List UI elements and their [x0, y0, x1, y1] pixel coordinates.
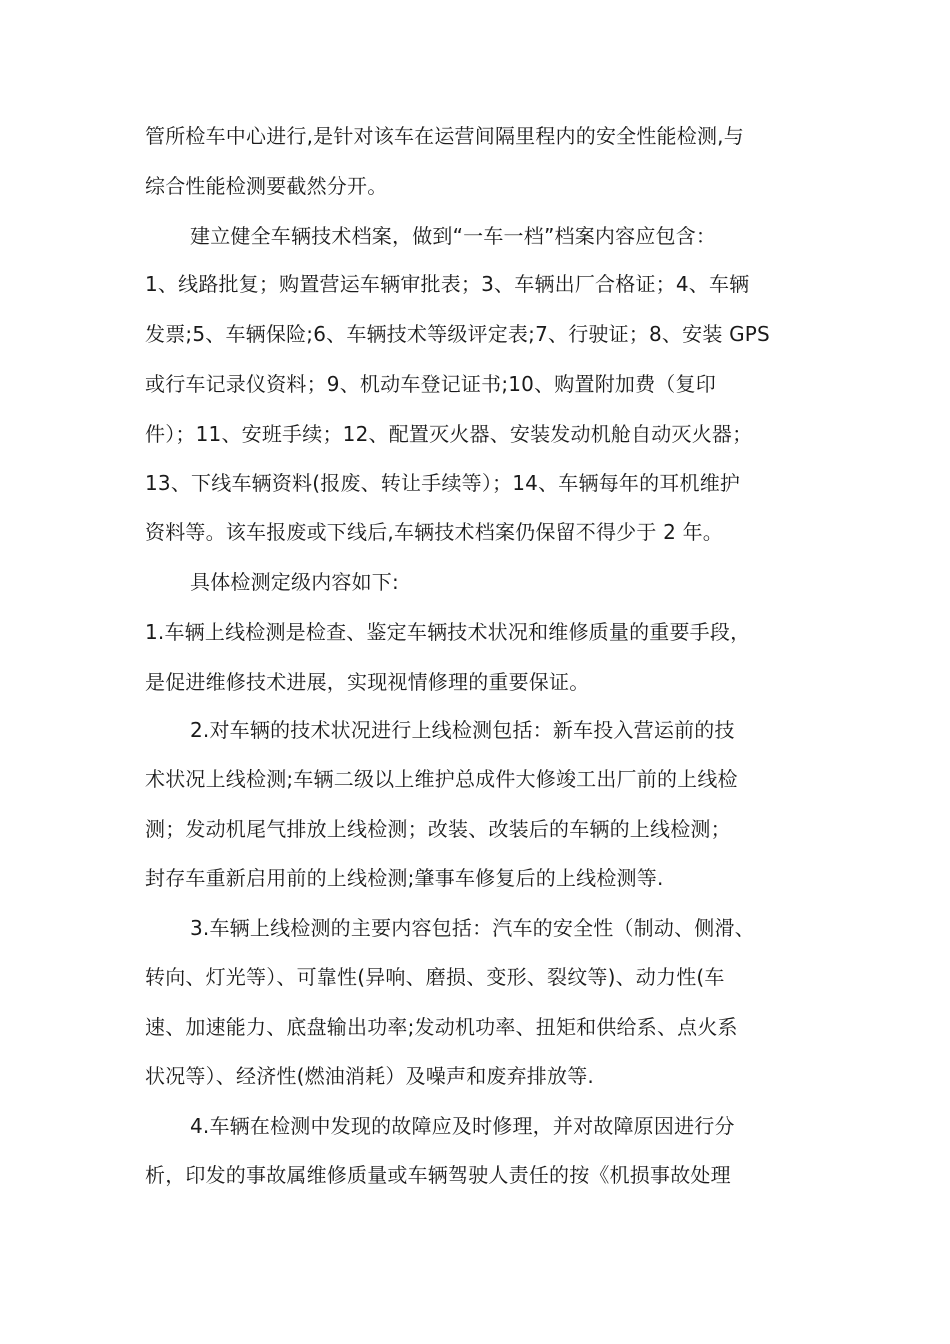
text-line: 封存车重新启用前的上线检测;肇事车修复后的上线检测等.	[145, 866, 664, 890]
text-line: 状况等）、经济性(燃油消耗）及噪声和废弃排放等.	[145, 1064, 594, 1088]
text-line: 速、加速能力、底盘输出功率;发动机功率、扭矩和供给系、点火系	[145, 1015, 738, 1039]
text-line: 件）；11、安班手续；12、配置灭火器、安装发动机舱自动灭火器；	[145, 422, 753, 446]
text-line: 发票;5、车辆保险;6、车辆技术等级评定表;7、行驶证；8、安装 GPS	[145, 322, 770, 346]
text-line: 管所检车中心进行,是针对该车在运营间隔里程内的安全性能检测,与	[145, 124, 744, 148]
text-line: 综合性能检测要截然分开。	[145, 174, 388, 198]
paragraph-start-line: 建立健全车辆技术档案，做到“一车一档”档案内容应包含：	[190, 224, 717, 248]
text-line: 测；发动机尾气排放上线检测；改装、改装后的车辆的上线检测；	[145, 817, 731, 841]
paragraph-start-line: 4.车辆在检测中发现的故障应及时修理，并对故障原因进行分	[190, 1114, 735, 1138]
text-line: 1.车辆上线检测是检查、鉴定车辆技术状况和维修质量的重要手段，	[145, 620, 751, 644]
paragraph-start-line: 具体检测定级内容如下:	[190, 570, 399, 594]
text-line: 1、线路批复；购置营运车辆审批表；3、车辆出厂合格证；4、车辆	[145, 272, 750, 296]
text-line: 析，印发的事故属维修质量或车辆驾驶人责任的按《机损事故处理	[145, 1163, 731, 1187]
text-line: 术状况上线检测;车辆二级以上维护总成件大修竣工出厂前的上线检	[145, 767, 738, 791]
text-line: 13、下线车辆资料(报废、转让手续等）；14、车辆每年的耳机维护	[145, 471, 741, 495]
text-line: 转向、灯光等）、可靠性(异响、磨损、变形、裂纹等)、动力性(车	[145, 965, 725, 989]
text-line: 或行车记录仪资料；9、机动车登记证书;10、购置附加费（复印	[145, 372, 716, 396]
paragraph-start-line: 2.对车辆的技术状况进行上线检测包括：新车投入营运前的技	[190, 718, 735, 742]
text-line: 资料等。该车报废或下线后,车辆技术档案仍保留不得少于 2 年。	[145, 520, 723, 544]
paragraph-start-line: 3.车辆上线检测的主要内容包括：汽车的安全性（制动、侧滑、	[190, 916, 755, 940]
text-line: 是促进维修技术进展，实现视情修理的重要保证。	[145, 670, 590, 694]
